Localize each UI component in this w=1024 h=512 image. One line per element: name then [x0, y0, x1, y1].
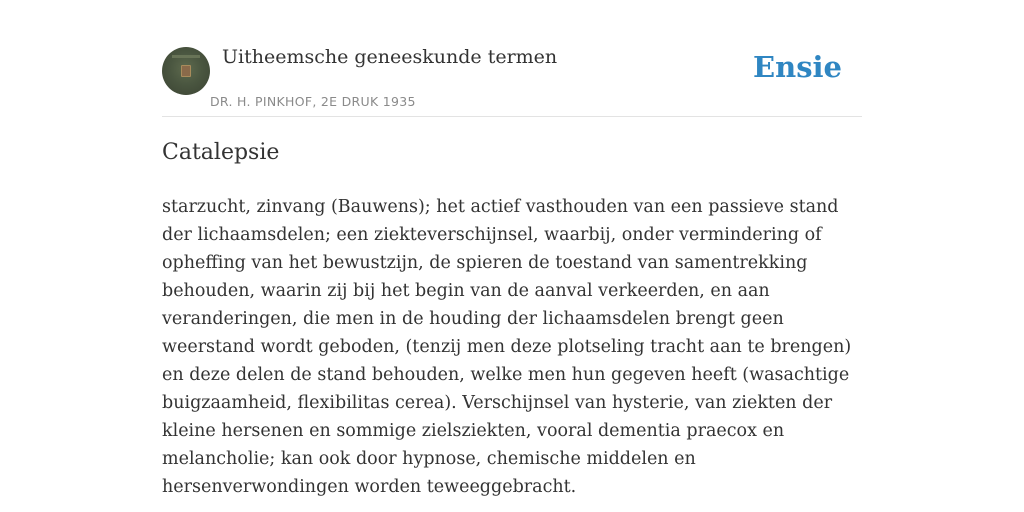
ensie-logo[interactable]: Ensie [753, 50, 842, 84]
header [162, 44, 862, 117]
entry-term: Catalepsie [162, 140, 280, 165]
entry-definition: starzucht, zinvang (Bauwens); het actief vasthouden van een passieve stand der lichaamsdelen; een ziekteverschijnsel, waarbij, onder vermindering of opheffing van het bewustzijn, de spieren de toestand van samentrekking behouden, waarin zij bij het begin van de aanval verkeerden, en aan veranderingen, die men in de houding der lichaamsdelen brengt geen weerstand wordt geboden, (tenzij men deze plotseling tracht aan te brengen) en deze delen de stand behouden, welke men hun gegeven heeft (wasachtige buigzaamheid, flexibilitas cerea). Verschijnsel van hysterie, van ziekten der kleine hersenen en sommige zielsziekten, vooral dementia praecox en melancholie; kan ook door hypnose, chemische middelen en hersenverwondingen worden teweeggebracht. [162, 197, 852, 497]
cover-emblem [181, 65, 191, 77]
book-cover-image[interactable] [162, 47, 210, 95]
book-author-edition: DR. H. PINKHOF, 2E DRUK 1935 [210, 94, 416, 109]
cover-band [172, 55, 200, 58]
book-title[interactable]: Uitheemsche geneeskunde termen [222, 46, 558, 68]
